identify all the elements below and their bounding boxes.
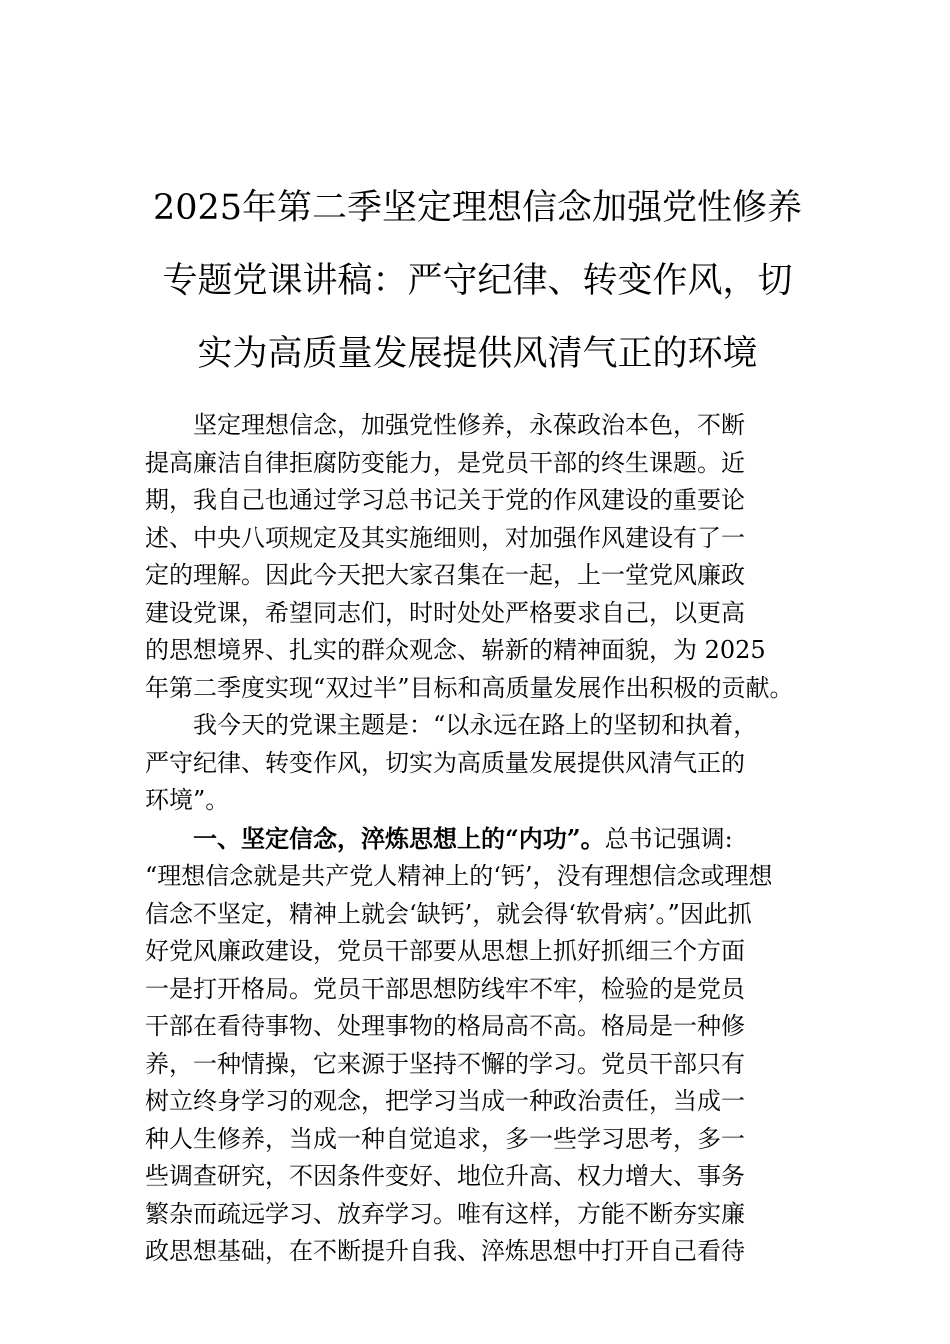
- document-body: [145, 407, 810, 1271]
- text-line: 述、中央八项规定及其实施细则，对加强作风建设有了一: [145, 523, 745, 552]
- section-heading: 一、坚定信念，淬炼思想上的“内功”。: [193, 823, 605, 853]
- text-line: 一是打开格局。党员干部思想防线牢不牢，检验的是党员: [145, 974, 745, 1003]
- text-line: 的思想境界、扎实的群众观念、崭新的精神面貌，为 2025: [145, 636, 766, 664]
- text-line: 定的理解。因此今天把大家召集在一起，上一堂党风廉政: [145, 561, 745, 589]
- text-line: 提高廉洁自律拒腐防变能力，是党员干部的终生课题。近: [145, 448, 745, 477]
- text-line: 环境”。: [145, 786, 230, 814]
- text-line: 繁杂而疏远学习、放弃学习。唯有这样，方能不断夯实廉: [145, 1199, 745, 1228]
- text-line: 政思想基础，在不断提升自我、淬炼思想中打开自己看待: [145, 1237, 745, 1265]
- text-line: 期，我自己也通过学习总书记关于党的作风建设的重要论: [145, 486, 745, 514]
- title-line: 专题党课讲稿：严守纪律、转变作风，切: [162, 261, 793, 301]
- text-line: 年第二季度实现“双过半”目标和高质量发展作出积极的贡献。: [145, 673, 794, 702]
- intro-paragraph: [145, 407, 810, 707]
- section-heading-line: [145, 820, 810, 859]
- document-title: [145, 172, 810, 391]
- text-line: 些调查研究，不因条件变好、地位升高、权力增大、事务: [145, 1162, 745, 1190]
- text-line: 干部在看待事物、处理事物的格局高不高。格局是一种修: [145, 1012, 745, 1040]
- section-one-paragraph: [145, 820, 810, 1271]
- text-line: 建设党课，希望同志们，时时处处严格要求自己，以更高: [145, 598, 745, 627]
- title-line: 2025年第二季坚定理想信念加强党性修养: [152, 188, 803, 228]
- title-line: 实为高质量发展提供风清气正的环境: [197, 334, 758, 374]
- text-line: “理想信念就是共产党人精神上的‘钙’，没有理想信念或理想: [145, 862, 773, 890]
- text-line: 好党风廉政建设，党员干部要从思想上抓好抓细三个方面: [145, 937, 745, 965]
- text-line: 严守纪律、转变作风，切实为高质量发展提供风清气正的: [145, 748, 745, 777]
- theme-paragraph: [145, 707, 810, 820]
- text-line: 坚定理想信念，加强党性修养，永葆政治本色，不断: [193, 411, 745, 439]
- text-line: 种人生修养，当成一种自觉追求，多一些学习思考，多一: [145, 1124, 745, 1153]
- text-line: 我今天的党课主题是：“以永远在路上的坚韧和执着，: [193, 711, 758, 739]
- text-line: 信念不坚定，精神上就会‘缺钙’，就会得‘软骨病’。”因此抓: [145, 899, 752, 928]
- text-line: 养，一种情操，它来源于坚持不懈的学习。党员干部只有: [145, 1049, 745, 1078]
- text-line: 树立终身学习的观念，把学习当成一种政治责任，当成一: [145, 1087, 745, 1115]
- heading-line-rest: 总书记强调:: [604, 824, 733, 853]
